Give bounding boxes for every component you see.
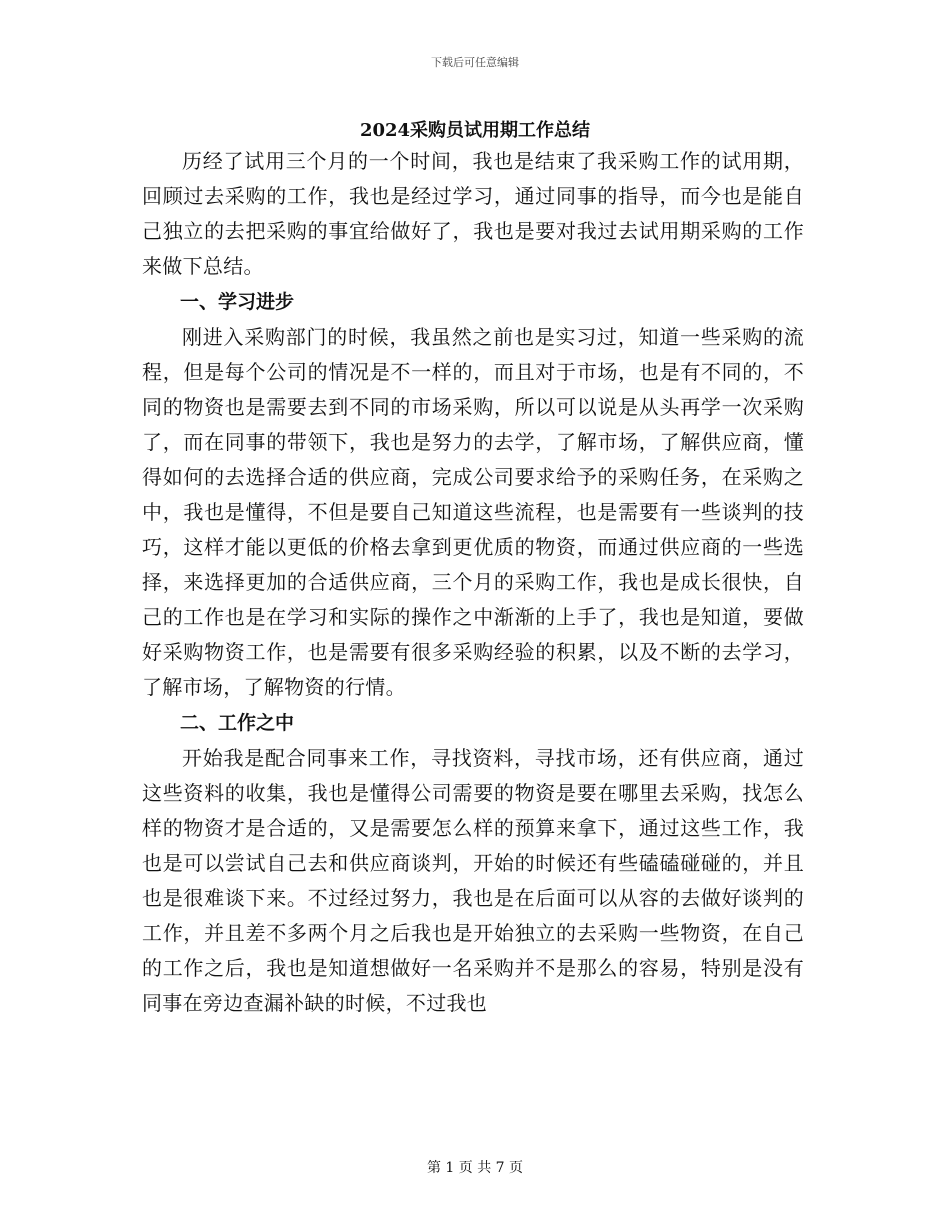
section-heading-study: 一、学习进步 [180, 291, 295, 313]
header-note: 下载后可任意编辑 [431, 56, 519, 69]
section-body-work: 开始我是配合同事来工作，寻找资料，寻找市场，还有供应商，通过这些资料的收集，我也是懂得公司需要的物资是要在哪里去采购，找怎么样的物资才是合适的，又是需要怎么样的预算来拿下，通过这些工作，我也是可以尝试自己去和供应商谈判，开始的时候还有些磕磕碰碰的，并且也是很难谈下来。不过经过努力，我也是在后面可以从容的去做好谈判的工作，并且差不多两个月之后我也是开始独立的去采购一些物资，在自己的工作之后，我也是知道想做好一名采购并不是那么的容易，特别是没有同事在旁边查漏补缺的时候，不过我也 [142, 746, 804, 1015]
intro-paragraph: 历经了试用三个月的一个时间，我也是结束了我采购工作的试用期，回顾过去采购的工作，我也是经过学习，通过同事的指导，而今也是能自己独立的去把采购的事宜给做好了，我也是要对我过去试用期采购的工作来做下总结。 [142, 149, 804, 278]
document-title: 2024采购员试用期工作总结 [359, 120, 591, 141]
document-body [142, 144, 804, 1021]
section-heading-work: 二、工作之中 [180, 712, 295, 734]
section-body-study: 刚进入采购部门的时候，我虽然之前也是实习过，知道一些采购的流程，但是每个公司的情况是不一样的，而且对于市场，也是有不同的，不同的物资也是需要去到不同的市场采购，所以可以说是从头再学一次采购了，而在同事的带领下，我也是努力的去学，了解市场，了解供应商，懂得如何的去选择合适的供应商，完成公司要求给予的采购任务，在采购之中，我也是懂得，不但是要自己知道这些流程，也是需要有一些谈判的技巧，这样才能以更低的价格去拿到更优质的物资，而通过供应商的一些选择，来选择更加的合适供应商，三个月的采购工作，我也是成长很快，自己的工作也是在学习和实际的操作之中渐渐的上手了，我也是知道，要做好采购物资工作，也是需要有很多采购经验的积累，以及不断的去学习，了解市场，了解物资的行情。 [142, 325, 804, 699]
page-number: 第 1 页 共 7 页 [426, 1160, 524, 1176]
